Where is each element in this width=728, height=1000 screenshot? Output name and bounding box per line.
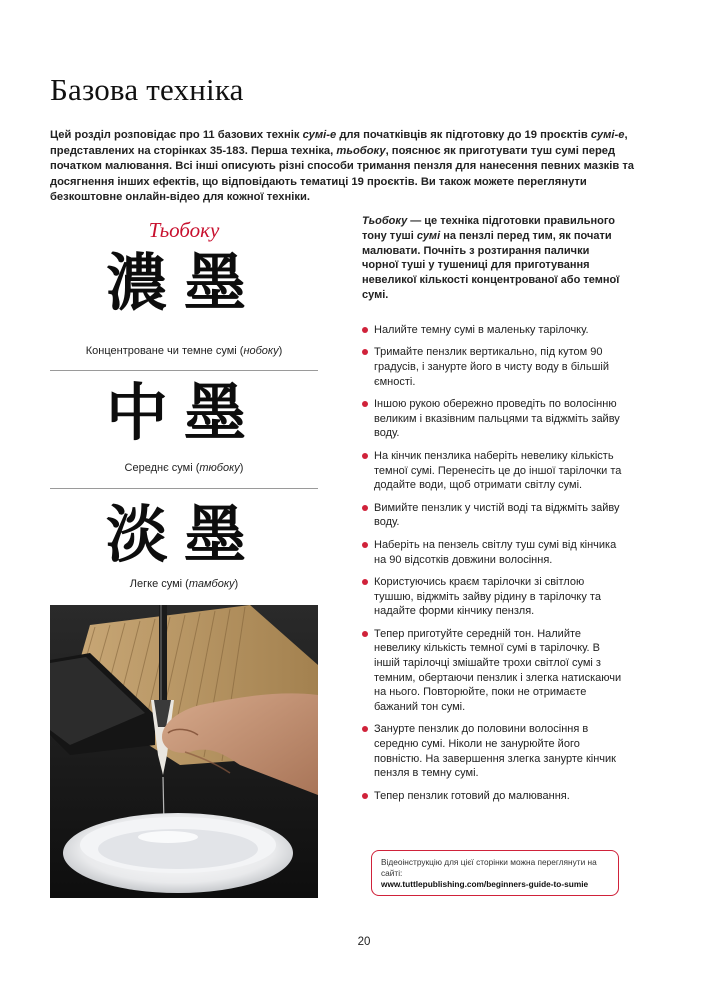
intro-paragraph [50,128,650,206]
list-item: Тримайте пензлик вертикально, під кутом 90 градусів, і занурте його в чисту воду в більшій ємності. [362,345,624,389]
caption-dark-ink: Концентроване чи темне сумі (нобоку) [85,345,283,357]
intro-run: для початківців як підготовку до 19 проєктів [336,129,591,141]
list-item: На кінчик пензлика наберіть невелику кількість темної сумі. Перенесіть це до іншої тарілочки та додайте води, щоб отримати світлу сумі. [362,449,624,493]
intro-run: Цей розділ розповідає про 11 базових технік [50,129,303,141]
caption-medium-ink: Середнє сумі (тюбоку) [124,462,244,474]
intro-run: , представлених на сторінках 35-183. Перша техніка, [50,129,628,157]
bullet-icon [362,579,368,585]
instructions-column [362,214,624,811]
video-note: Відеоінструкцію для цієї сторінки можна переглянути на сайті: [381,857,597,878]
list-item: Тепер приготуйте середній тон. Налийте невелику кількість темної сумі в тарілочку. В іншій тарілочці змішайте трохи світлої сумі з темним, обертаючи пензлик і злегка натискаючи на нього. Повторюйте, поки не отримаєте бажаний тон сумі. [362,627,624,715]
bullet-icon [362,505,368,511]
page-number: 20 [357,936,371,948]
intro-run: тьобоку [336,144,386,157]
list-item: Занурте пензлик до половини волосіння в середню сумі. Ніколи не занурюйте його повністю. На завершення злегка занурте кінчик пензля в темну сумі. [362,722,624,780]
video-url-link[interactable]: www.tuttlepublishing.com/beginners-guide-to-sumie [381,879,589,889]
bullet-icon [362,453,368,459]
intro-run: , пояснює як приготувати туш сумі перед початком малювання. Всі інші описують різні способи тримання пензля для нанесення певних мазків та досягнення інших ефектів, що відповідають тематиці 19 проєктів. Ви також можете переглянути безкоштовне онлайн-відео для кожної техніки. [50,144,635,204]
kanji-dark-ink: 濃墨 [105,246,262,319]
caption-light-ink: Легке сумі (тамбоку) [129,578,239,590]
bullet-icon [362,726,368,732]
list-item: Іншою рукою обережно проведіть по волосінню великим і вказівним пальцями та віджміть зайву воду. [362,397,624,441]
list-item: Налийте темну сумі в маленьку тарілочку. [362,323,624,338]
bullet-icon [362,631,368,637]
page-title: Базова техніка [50,72,244,107]
brush-preparation-photo [50,605,318,898]
bullet-icon [362,793,368,799]
bullet-icon [362,401,368,407]
divider [50,370,318,371]
kanji-medium-ink: 中墨 [105,376,262,449]
lead-paragraph: Тьобоку — це техніка підготовки правильного тону туші сумі на пензлі перед тим, як почати малювати. Почніть з розтирання палички чорної туші у тушениці для приготування невеликої кількості концентрованої або темної сумі. [362,215,620,301]
intro-run: сумі-е [302,129,337,141]
list-item: Користуючись краєм тарілочки зі світлою тушшю, віджміть зайву рідину в тарілочку та надайте форми кінчику пензля. [362,575,624,619]
intro-run: сумі-е [590,129,625,141]
bullet-icon [362,327,368,333]
step-list [362,323,624,804]
technique-title: Тьобоку [148,218,220,242]
bullet-icon [362,349,368,355]
list-item: Вимийте пензлик у чистій воді та віджміть зайву воду. [362,501,624,530]
list-item: Наберіть на пензель світлу туш сумі від кінчика на 90 відсотків довжини волосіння. [362,538,624,567]
list-item: Тепер пензлик готовий до малювання. [362,789,624,804]
kanji-light-ink: 淡墨 [105,498,262,571]
bullet-icon [362,542,368,548]
divider [50,488,318,489]
video-link-box [371,850,619,896]
